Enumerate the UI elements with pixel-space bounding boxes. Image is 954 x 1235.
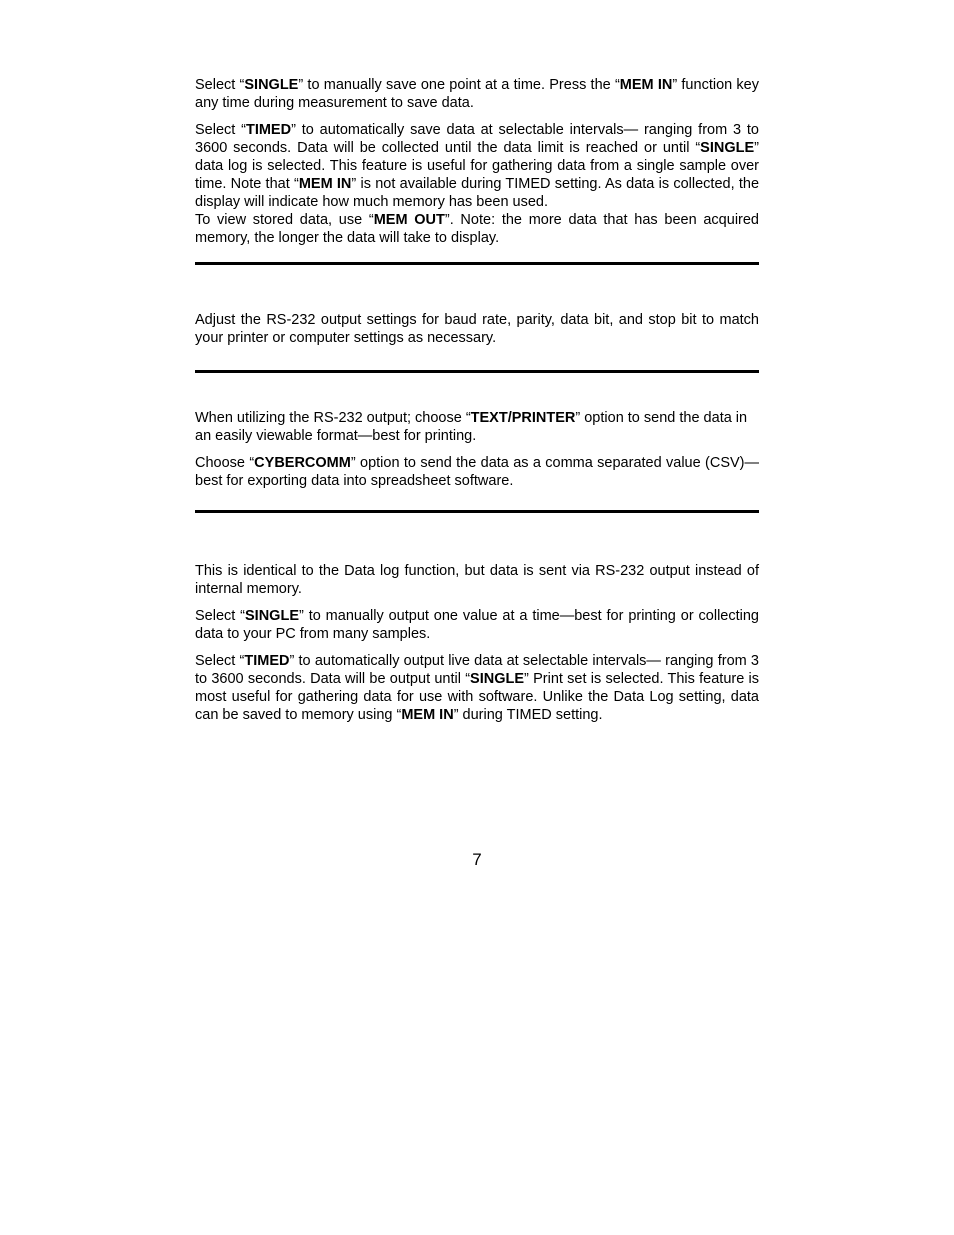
text-run: ” is not available during TIMED setting. As data is collected, the display will indicate how much memory has been used. <box>195 176 760 210</box>
para-rs232-settings <box>195 311 759 347</box>
text-run: ” to automatically save data at selectable intervals— ranging from 3 to 3600 seconds. Data will be collected until the data limit is reached or until “ <box>195 122 759 156</box>
para-datalog-timed <box>195 121 759 211</box>
text-run: Select “ <box>195 608 246 624</box>
bold-keyword: MEM OUT <box>373 212 445 228</box>
para-print-timed <box>195 652 759 724</box>
bold-keyword: SINGLE <box>245 608 299 624</box>
text-run: Adjust the RS-232 output settings for baud rate, parity, data bit, and stop bit to match your printer or computer settings as necessary. <box>195 312 759 346</box>
bold-keyword: MEM IN <box>401 707 454 723</box>
text-run: ” to automatically output live data at selectable intervals— ranging from 3 to 3600 seconds. Data will be output until “ <box>195 653 759 687</box>
bold-keyword: TIMED <box>244 653 290 669</box>
text-run: Select “ <box>195 653 245 669</box>
text-run: ” Print set is selected. This feature is most useful for gathering data for use with software. Unlike the Data Log setting, data can be saved to memory using “ <box>195 671 760 723</box>
text-run: To view stored data, use “ <box>195 212 374 228</box>
bold-keyword: CYBERCOMM <box>254 455 351 471</box>
text-run: Select “ <box>195 122 246 138</box>
page-body <box>195 76 759 724</box>
text-run: When utilizing the RS-232 output; choose “ <box>195 410 471 426</box>
text-run: ” data log is selected. This feature is useful for gathering data from a single sample over time. Note that “ <box>195 140 759 192</box>
text-run: ”. Note: the more data that has been acquired memory, the longer the data will take to display. <box>195 212 759 246</box>
text-run: ” to manually output one value at a time—best for printing or collecting data to your PC from many samples. <box>195 608 759 642</box>
para-cybercomm <box>195 454 759 490</box>
text-run: ” function key any time during measurement to save data. <box>195 77 759 111</box>
bold-keyword: MEM IN <box>619 77 673 93</box>
bold-keyword: TIMED <box>245 122 292 138</box>
bold-keyword: MEM IN <box>298 176 352 192</box>
bold-keyword: SINGLE <box>700 140 755 156</box>
para-print-single <box>195 607 759 643</box>
text-run: ” during TIMED setting. <box>453 707 603 723</box>
text-run: Select “ <box>195 77 245 93</box>
text-run: ” option to send the data in an easily viewable format—best for printing. <box>195 410 748 444</box>
para-print-intro <box>195 562 759 598</box>
bold-keyword: SINGLE <box>244 77 299 93</box>
para-text-printer <box>195 409 759 445</box>
text-run: ” to manually save one point at a time. Press the “ <box>298 77 620 93</box>
text-run: Choose “ <box>195 455 255 471</box>
bold-keyword: SINGLE <box>470 671 525 687</box>
para-datalog-view <box>195 211 759 247</box>
text-run: ” option to send the data as a comma separated value (CSV)—best for exporting data into spreadsheet software. <box>195 455 760 489</box>
page-number: 7 <box>472 850 482 869</box>
text-run: This is identical to the Data log function, but data is sent via RS-232 output instead of internal memory. <box>195 563 759 597</box>
para-datalog-single <box>195 76 759 112</box>
bold-keyword: TEXT/PRINTER <box>470 410 576 426</box>
